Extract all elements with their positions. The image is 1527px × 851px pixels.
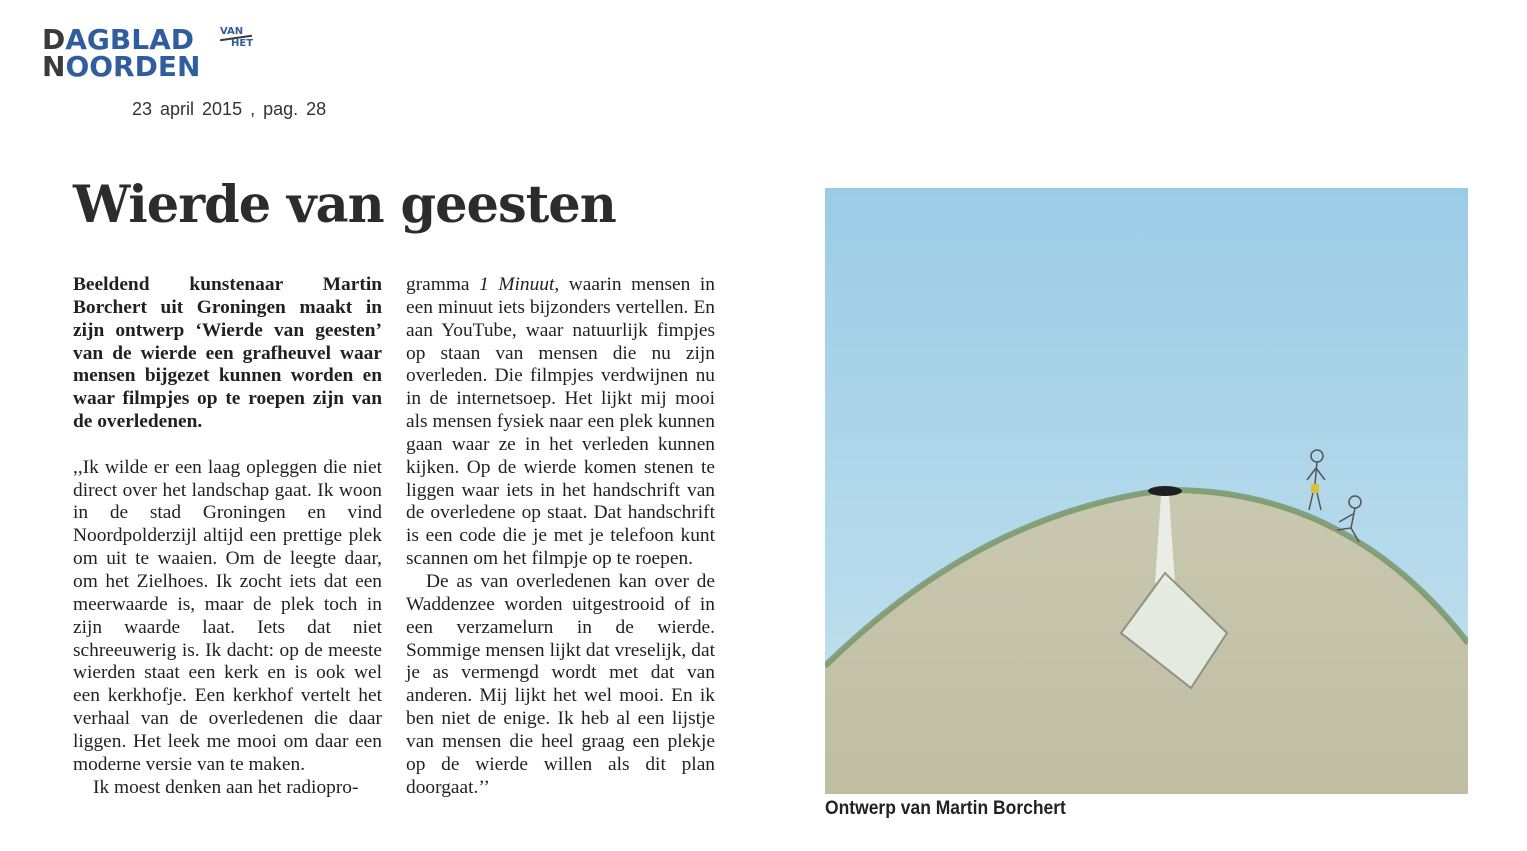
masthead-small-het: HET	[231, 38, 254, 49]
image-caption: Ontwerp van Martin Borchert	[825, 798, 1066, 819]
masthead-logo	[42, 23, 257, 84]
article-paragraph-2-start: Ik moest denken aan het radiopro-	[93, 776, 359, 798]
masthead-line1-rest: AGBLAD	[65, 23, 194, 56]
grave-opening	[1148, 486, 1182, 496]
program-title: 1 Minuut	[479, 274, 555, 295]
dateline: 23 april 2015 , pag. 28	[132, 99, 327, 119]
article-lead: Beeldend kunstenaar Martin Borchert uit Groningen maakt in zijn ontwerp ‘Wierde van geesten’ van de wierde een grafheuvel waar mensen bijgezet kunnen worden en waar filmpjes op te roepen zijn van de overledenen.	[73, 274, 382, 433]
masthead-line2	[42, 50, 201, 83]
masthead-line2-rest: OORDEN	[65, 50, 201, 83]
paragraph-2-prefix: gramma	[406, 274, 480, 295]
article-paragraph-1: ,,Ik wilde er een laag opleggen die niet direct over het landschap gaat. Ik woon in de stad Groningen en vind Noordpolderzijl altijd een prettige plek om uit te waaien. Om de leegte daar, om het Zielhoes. Ik zocht iets dat een meerwaarde is, maar de plek toch in zijn waarde laat. Iets dat niet schreeuwerig is. Ik dacht: op de meeste wierden staat een kerk en is ook wel een kerkhofje. Een kerkhof vertelt het verhaal van de overledenen die daar liggen. Het leek me mooi om daar een moderne versie van te maken.	[73, 456, 382, 775]
paragraph-2-body: , waarin mensen in een minuut iets bijzonders vertellen. En aan YouTube, waar natuurlijk fimpjes op staan van mensen die nu zijn overleden. Die filmpjes verdwijnen nu in de internetsoep. Het lijkt mij mooi als mensen fysiek naar een plek kunnen gaan waar ze in het verleden kunnen kijken. Op de wierde komen stenen te liggen waar iets in het handschrift van de overledene op staat. Dat handschrift is een code die je met je telefoon kunt scannen om het filmpje op te roepen.	[406, 274, 715, 570]
masthead-line1-initial: D	[42, 23, 66, 56]
artwork-drawing	[825, 188, 1468, 794]
article-paragraph-3: De as van overledenen kan over de Waddenzee worden uitgestrooid of in een verzamelurn in de wierde. Sommige mensen lijkt dat vreselijk, dat je as vermengd wordt met dat van anderen. Mij lijkt het wel mooi. En ik ben niet de enige. Ik heb al een lijstje van mensen die heel graag een plekje op de wierde willen als dit plan doorgaat.’’	[406, 570, 715, 798]
article-column-1	[73, 274, 382, 799]
masthead-line2-initial: N	[42, 50, 66, 83]
article-paragraph-2-continued	[406, 274, 715, 571]
artwork-image	[825, 188, 1468, 794]
masthead-small-van: VAN	[220, 26, 244, 37]
article-headline: Wierde van geesten	[73, 175, 616, 235]
article-column-2	[406, 274, 715, 799]
